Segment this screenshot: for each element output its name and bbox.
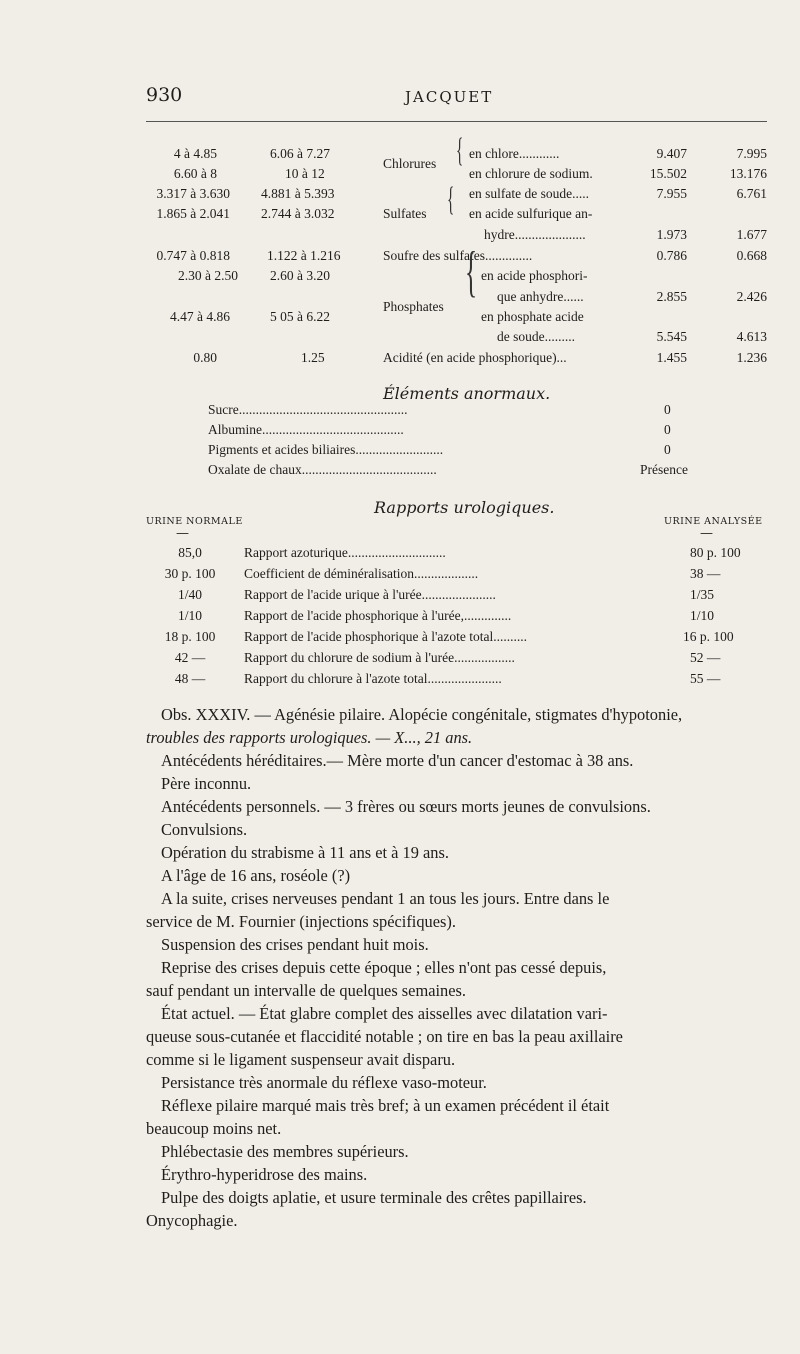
ratio-label: Rapport de l'acide phosphorique à l'urée,..............: [244, 608, 512, 623]
table-cell-range: 1.122 à 1.216: [267, 248, 341, 263]
table-cell-value: 7.995: [736, 146, 767, 161]
paragraph-line: Antécédents héréditaires.— Mère morte d'un cancer d'estomac à 38 ans.: [161, 751, 634, 770]
table-cell-value: 2.426: [736, 289, 767, 304]
paragraph-line: beaucoup moins net.: [146, 1119, 282, 1138]
group-label-chlorures: Chlorures: [383, 156, 437, 171]
list-item-label: Sucre..................................................: [208, 402, 408, 417]
table-cell-normal: 6.60 à 8: [173, 166, 217, 181]
table-cell-range: 10 à 12: [285, 166, 325, 181]
table-cell-normal: 0.80: [193, 350, 217, 365]
table-cell-value: 7.955: [656, 186, 687, 201]
table-cell-value: 1.236: [736, 350, 767, 365]
paragraph-line: sauf pendant un intervalle de quelques semaines.: [146, 981, 466, 1000]
ratio-label: Rapport azoturique.............................: [244, 545, 446, 560]
table-cell-label: Soufre des sulfates..............: [383, 248, 533, 263]
paragraph-line: Suspension des crises pendant huit mois.: [161, 935, 429, 954]
ratio-normal: 1/10: [177, 608, 202, 623]
table-cell-range: 6.06 à 7.27: [270, 146, 330, 161]
running-title: JACQUET: [405, 88, 494, 106]
paragraph-line: comme si le ligament suspenseur avait disparu.: [146, 1050, 456, 1069]
list-item-value: Présence: [640, 462, 688, 477]
table-cell-value: 4.613: [736, 329, 767, 344]
paragraph-line: Persistance très anormale du réflexe vaso-moteur.: [161, 1073, 487, 1092]
paragraph-line: Opération du strabisme à 11 ans et à 19 ans.: [161, 843, 449, 862]
column-header-normal: URINE NORMALE: [146, 516, 243, 527]
paragraph-line: Érythro-hyperidrose des mains.: [161, 1165, 368, 1184]
table-cell-normal: 0.747 à 0.818: [156, 248, 230, 263]
section-title-abnormal: Éléments anormaux.: [383, 384, 551, 403]
ratio-value: 1/10: [690, 608, 715, 623]
brace-icon: {: [447, 181, 455, 218]
table-cell-label: en phosphate acide: [481, 309, 584, 324]
ratio-value: 55 —: [690, 671, 721, 686]
paragraph-line: Pulpe des doigts aplatie, et usure terminale des crêtes papillaires.: [161, 1188, 587, 1207]
table-cell-label: de soude.........: [497, 329, 575, 344]
page-number: 930: [146, 84, 183, 106]
brace-icon: {: [456, 132, 464, 169]
ratio-normal: 42 —: [174, 650, 206, 665]
table-cell-value: 15.502: [649, 166, 687, 181]
table-cell-range: 1.25: [301, 350, 325, 365]
ratio-label: Coefficient de déminéralisation...................: [244, 566, 479, 581]
table-cell-value: 9.407: [656, 146, 687, 161]
ratio-label: Rapport du chlorure à l'azote total......................: [244, 671, 502, 686]
table-cell-label: que anhydre......: [497, 289, 584, 304]
table-cell-label: en sulfate de soude.....: [469, 186, 589, 201]
ratio-value: 80 p. 100: [690, 545, 741, 560]
ratio-value: 16 p. 100: [683, 629, 734, 644]
paragraph-line: A la suite, crises nerveuses pendant 1 an tous les jours. Entre dans le: [161, 889, 610, 908]
table-cell-label: en chlore............: [469, 146, 560, 161]
ratio-label: Rapport du chlorure de sodium à l'urée..................: [244, 650, 515, 665]
table-cell-normal: 3.317 à 3.630: [156, 186, 230, 201]
list-item-value: 0: [664, 422, 671, 437]
ratio-value: 1/35: [690, 587, 715, 602]
table-cell-value: 1.973: [656, 227, 687, 242]
list-item-label: Pigments et acides biliaires..........................: [208, 442, 444, 457]
paragraph-line: troubles des rapports urologiques. — X..., 21 ans.: [146, 728, 473, 747]
paragraph-line: Obs. XXXIV. — Agénésie pilaire. Alopécie congénitale, stigmates d'hypotonie,: [161, 705, 683, 724]
paragraph-line: service de M. Fournier (injections spécifiques).: [146, 912, 456, 931]
paragraph-line: État actuel. — État glabre complet des aisselles avec dilatation vari-: [161, 1004, 608, 1023]
paragraph-line: Convulsions.: [161, 820, 248, 839]
table-cell-value: 1.677: [736, 227, 767, 242]
paragraph-line: Réflexe pilaire marqué mais très bref; à un examen précédent il était: [161, 1096, 610, 1115]
table-cell-value: 0.786: [656, 248, 687, 263]
table-cell-label: en acide phosphori-: [481, 268, 588, 283]
section-title-ratios: Rapports urologiques.: [374, 498, 555, 517]
ratio-value: 52 —: [690, 650, 721, 665]
column-dash: —: [176, 526, 189, 541]
column-dash: —: [700, 526, 713, 541]
ratio-normal: 48 —: [174, 671, 206, 686]
table-cell-normal: 1.865 à 2.041: [156, 206, 230, 221]
table-cell-label: en chlorure de sodium.: [469, 166, 593, 181]
table-cell-value: 0.668: [736, 248, 767, 263]
group-label-phosphates: Phosphates: [383, 299, 444, 314]
table-cell-label: hydre.....................: [484, 227, 586, 242]
paragraph-line: Père inconnu.: [161, 774, 252, 793]
paragraph-line: queuse sous-cutanée et flaccidité notable ; on tire en bas la peau axillaire: [146, 1027, 623, 1046]
list-item-label: Albumine..........................................: [208, 422, 404, 437]
table-cell-value: 6.761: [736, 186, 767, 201]
ratio-normal: 18 p. 100: [164, 629, 216, 644]
table-cell-normal: 4 à 4.85: [173, 146, 217, 161]
table-cell-range: 2.744 à 3.032: [261, 206, 335, 221]
ratio-normal: 1/40: [177, 587, 202, 602]
table-cell-range: 2.60 à 3.20: [270, 268, 330, 283]
paragraph-line: Phlébectasie des membres supérieurs.: [161, 1142, 409, 1161]
list-item-value: 0: [664, 442, 671, 457]
table-cell-value: 5.545: [656, 329, 687, 344]
table-cell-range: 4.881 à 5.393: [261, 186, 335, 201]
table-cell-range: 5 05 à 6.22: [270, 309, 330, 324]
column-header-analysed: URINE ANALYSÉE: [664, 516, 763, 527]
list-item-label: Oxalate de chaux........................................: [208, 462, 437, 477]
table-cell-normal: 4.47 à 4.86: [170, 309, 230, 324]
paragraph-line: A l'âge de 16 ans, roséole (?): [161, 866, 351, 885]
paragraph-line: Reprise des crises depuis cette époque ; elles n'ont pas cessé depuis,: [161, 958, 607, 977]
table-cell-value: 1.455: [656, 350, 687, 365]
table-cell-normal: 2.30 à 2.50: [178, 268, 238, 283]
brace-icon: {: [465, 241, 478, 303]
ratio-normal: 30 p. 100: [164, 566, 216, 581]
table-cell-label: Acidité (en acide phosphorique)...: [383, 350, 567, 365]
table-cell-label: en acide sulfurique an-: [469, 206, 593, 221]
ratio-label: Rapport de l'acide phosphorique à l'azote total..........: [244, 629, 528, 644]
ratio-label: Rapport de l'acide urique à l'urée......................: [244, 587, 496, 602]
list-item-value: 0: [664, 402, 671, 417]
paragraph-line: Antécédents personnels. — 3 frères ou sœurs morts jeunes de convulsions.: [161, 797, 651, 816]
ratio-value: 38 —: [690, 566, 721, 581]
table-cell-value: 2.855: [656, 289, 687, 304]
group-label-sulfates: Sulfates: [383, 206, 427, 221]
ratio-normal: 85,0: [178, 545, 202, 560]
paragraph-line: Onycophagie.: [146, 1211, 238, 1230]
header-rule: [146, 121, 767, 122]
table-cell-value: 13.176: [729, 166, 767, 181]
